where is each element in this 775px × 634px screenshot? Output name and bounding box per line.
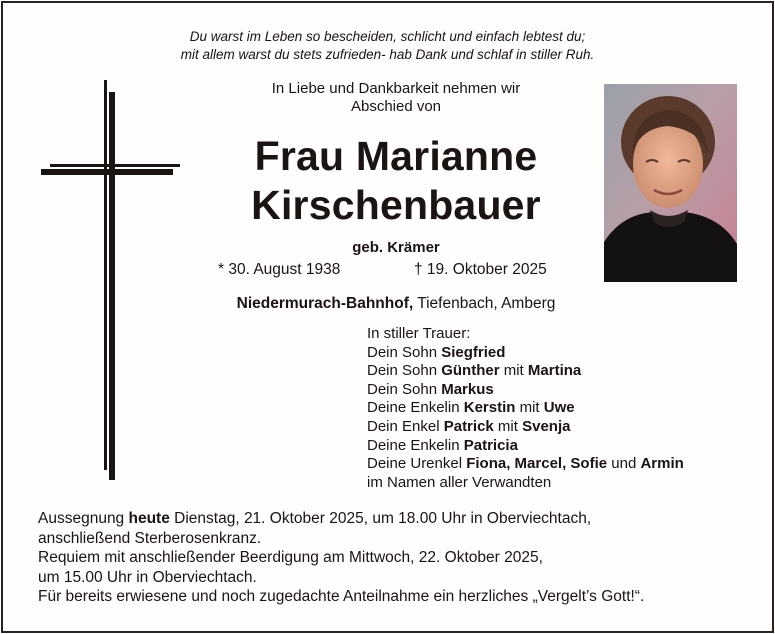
mourner-name: Armin: [640, 455, 684, 473]
mourner-line: [367, 362, 684, 381]
mourner-relation: und: [607, 455, 641, 473]
mourner-line: [367, 474, 684, 493]
name-line-1: Frau Marianne: [254, 133, 538, 179]
death-date: † 19. Oktober 2025: [414, 261, 547, 278]
mourner-line: [367, 455, 684, 474]
mourner-name: Uwe: [543, 399, 575, 417]
mourner-relation: mit: [515, 399, 544, 417]
service-today: heute: [128, 510, 170, 527]
service-line-2: anschließend Sterberosenkranz.: [38, 529, 262, 547]
mourner-name: Martina: [527, 362, 582, 380]
mourner-name: Günther: [441, 362, 500, 380]
intro-line-1: In Liebe und Dankbarkeit nehmen wir: [271, 80, 521, 97]
mourner-name: Svenja: [522, 417, 571, 435]
poem: [0, 28, 775, 64]
service-line-1: [38, 509, 758, 529]
service-info: [38, 509, 758, 607]
cross-vertical-bar-thick: [109, 92, 115, 480]
portrait-photo: [604, 84, 737, 282]
thanks-line: Für bereits erwiesene und noch zugedachte Anteilnahme ein herzliches „Vergelt’s Gott!“.: [38, 588, 645, 605]
mourners-heading: In stiller Trauer:: [367, 325, 471, 342]
maiden-name: geb. Krämer: [352, 239, 440, 256]
mourners-list: [367, 325, 684, 492]
cross-icon: [38, 80, 188, 482]
mourner-relation: mit: [499, 362, 528, 380]
mourner-line: [367, 437, 684, 456]
cross-horizontal-bar-thick: [41, 169, 173, 175]
mourner-line: [367, 381, 684, 400]
mourner-line: [367, 399, 684, 418]
residence-bold: Niedermurach-Bahnhof,: [236, 295, 414, 312]
mourner-relation: im Namen aller Verwandten: [367, 473, 552, 491]
birth-date: * 30. August 1938: [218, 261, 341, 278]
mourner-name: Markus: [441, 380, 494, 398]
mourner-line: [367, 418, 684, 437]
mourner-line: [367, 344, 684, 363]
mourner-name: Kerstin: [463, 399, 516, 417]
service-line-3: Requiem mit anschließender Beerdigung am Mittwoch, 22. Oktober 2025,: [38, 549, 543, 566]
mourner-name: Patricia: [463, 436, 518, 454]
poem-line-1: Du warst im Leben so bescheiden, schlicht und einfach lebtest du;: [189, 29, 586, 44]
mourner-relation: Deine Enkelin: [367, 436, 464, 454]
service-line-4: um 15.00 Uhr in Oberviechtach.: [38, 568, 257, 586]
deceased-name: [196, 132, 596, 230]
mourner-name: Patrick: [443, 417, 494, 435]
cross-vertical-bar: [104, 80, 107, 470]
mourner-relation: Deine Urenkel: [367, 455, 467, 473]
mourner-lines: [367, 344, 684, 493]
mourner-relation: mit: [493, 417, 523, 435]
intro-text: [246, 80, 546, 116]
residence: [180, 295, 612, 313]
intro-line-2: Abschied von: [350, 98, 442, 115]
poem-line-2: mit allem warst du stets zufrieden- hab Dank und schlaf in stiller Ruh.: [180, 47, 595, 62]
mourner-relation: Dein Sohn: [367, 343, 442, 361]
mourner-relation: Deine Enkelin: [367, 399, 464, 417]
mourner-relation: Dein Sohn: [367, 362, 442, 380]
mourner-relation: Dein Enkel: [367, 417, 444, 435]
mourner-relation: Dein Sohn: [367, 380, 442, 398]
mourner-name: Fiona, Marcel, Sofie: [466, 455, 608, 473]
service-line-1-c: Dienstag, 21. Oktober 2025, um 18.00 Uhr in Oberviechtach,: [169, 510, 592, 527]
cross-horizontal-bar: [50, 164, 180, 167]
residence-rest: Tiefenbach, Amberg: [413, 295, 556, 312]
service-line-1-a: Aussegnung: [38, 510, 129, 527]
name-line-2: Kirschenbauer: [251, 182, 541, 228]
mourner-name: Siegfried: [441, 343, 506, 361]
